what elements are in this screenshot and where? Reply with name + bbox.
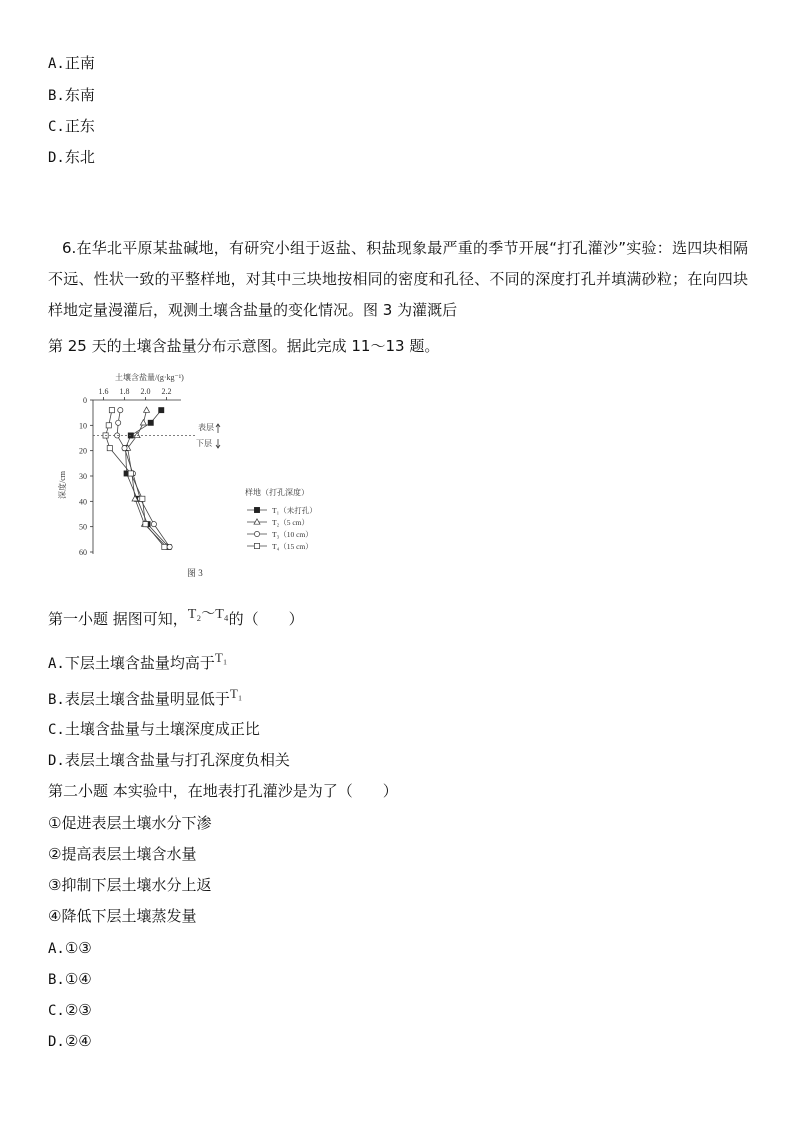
sub2-stem: 第二小题 本实验中，在地表打孔灌沙是为了（ ）	[48, 782, 398, 800]
sub1-option-c	[48, 719, 260, 740]
option-label: C.	[48, 722, 65, 738]
upper-layer-label: 表层	[198, 423, 214, 432]
data-point	[144, 407, 150, 412]
option-text: 东南	[64, 86, 95, 104]
chart-legend	[247, 505, 317, 551]
series-filled-square	[123, 408, 171, 550]
option-label: D.	[48, 1034, 65, 1050]
data-point	[254, 531, 259, 536]
option-label: C.	[48, 1003, 65, 1019]
series-triangle	[125, 407, 170, 549]
y-tick-label: 60	[79, 548, 87, 557]
legend-label: T₃（10 cm）	[272, 530, 313, 539]
sub2-item-3: ③抑制下层土壤水分上返	[48, 876, 212, 894]
stem-text: 第一小题 据图可知，	[48, 610, 188, 628]
prev-option-b	[48, 85, 95, 106]
sub1-stem	[48, 605, 304, 629]
data-point	[140, 496, 145, 501]
option-label: A.	[48, 941, 65, 957]
option-text: 下层土壤含盐量均高于	[64, 654, 215, 672]
option-text: ②③	[64, 1001, 92, 1019]
option-label: B.	[48, 972, 65, 988]
data-point	[254, 543, 259, 548]
prev-option-d	[48, 147, 95, 168]
x-tick-label: 2.0	[140, 387, 151, 396]
option-text: 土壤含盐量与土壤深度成正比	[64, 720, 260, 738]
option-text: 表层土壤含盐量明显低于	[64, 690, 230, 708]
data-point	[254, 519, 260, 524]
question-text: 在华北平原某盐碱地，有研究小组于返盐、积盐现象最严重的季节开展“打孔灌沙”实验：选四块相隔不远、性状一致的平整样地，对其中三块地按相同的密度和孔径、不同的深度打孔并填满砂粒；在向四块样地定量漫灌后，观测土壤含盐量的变化情况。图 3 为灌溉后	[48, 239, 748, 319]
data-point	[254, 507, 259, 512]
option-text: 正南	[64, 54, 95, 72]
data-point	[159, 408, 164, 413]
y-tick-label: 50	[79, 522, 87, 532]
question-6-body	[48, 233, 748, 326]
prev-option-c	[48, 116, 95, 137]
data-point	[140, 420, 146, 425]
data-point	[148, 420, 153, 425]
data-point	[151, 522, 156, 527]
t1-symbol: T₁	[214, 650, 228, 665]
x-tick-label: 1.6	[98, 387, 109, 396]
data-point	[106, 423, 111, 428]
sub2-option-c	[48, 1000, 92, 1021]
option-label: D.	[48, 150, 65, 166]
t1-symbol: T₁	[229, 686, 243, 701]
x-tick-label: 2.2	[161, 387, 172, 396]
option-label: B.	[48, 692, 65, 708]
sub1-option-b	[48, 684, 242, 710]
sub2-option-d	[48, 1031, 92, 1052]
data-point	[128, 471, 133, 476]
sub1-option-d	[48, 750, 290, 771]
data-point	[118, 408, 123, 413]
legend-label: T₄（15 cm）	[272, 542, 313, 551]
data-point	[143, 522, 148, 527]
sub2-option-b	[48, 969, 92, 990]
legend-title: 样地（打孔深度）	[245, 488, 309, 497]
lower-layer-label: 下层	[196, 439, 212, 448]
legend-label: T₁（未打孔）	[272, 506, 317, 515]
option-text: 表层土壤含盐量与打孔深度负相关	[64, 751, 290, 769]
y-tick-label: 0	[83, 396, 87, 405]
y-axis-title: 深度/cm	[58, 471, 67, 499]
data-point	[116, 420, 121, 425]
x-tick-label: 1.8	[119, 387, 130, 396]
sub2-item-4: ④降低下层土壤蒸发量	[48, 907, 197, 925]
data-point	[167, 544, 172, 549]
legend-label: T₂（5 cm）	[272, 518, 309, 527]
t-range-symbol: T₂～T₄	[187, 607, 229, 622]
option-label: B.	[48, 88, 65, 104]
question-number: 6.	[62, 239, 77, 257]
y-tick-label: 40	[79, 497, 87, 507]
layer-arrows	[216, 424, 220, 448]
sub1-option-a	[48, 648, 227, 674]
y-tick-label: 10	[79, 421, 87, 431]
option-label: D.	[48, 753, 65, 769]
option-text: ①③	[64, 939, 92, 957]
option-text: 正东	[64, 117, 95, 135]
option-text: ①④	[64, 970, 92, 988]
sub2-item-1: ①促进表层土壤水分下渗	[48, 814, 212, 832]
option-text: 东北	[64, 148, 95, 166]
series-layer	[103, 407, 172, 550]
data-point	[122, 446, 127, 451]
prev-option-a	[48, 53, 95, 74]
sub2-item-2: ②提高表层土壤含水量	[48, 845, 197, 863]
y-tick-label: 20	[79, 446, 87, 456]
sub2-option-a	[48, 938, 92, 959]
series-circle	[115, 408, 173, 550]
option-label: C.	[48, 119, 65, 135]
series-open-square	[103, 408, 167, 550]
x-axis-title: 土壤含盐量/(g·kg⁻¹)	[115, 373, 184, 382]
figure-caption: 图 3	[187, 568, 203, 578]
option-label: A.	[48, 56, 65, 72]
data-point	[109, 408, 114, 413]
y-tick-label: 30	[79, 472, 87, 481]
option-label: A.	[48, 656, 65, 672]
data-point	[107, 446, 112, 451]
stem-text-end: 的（ ）	[228, 610, 304, 628]
data-point	[162, 544, 167, 549]
option-text: ②④	[64, 1032, 92, 1050]
question-6-body-cont: 第 25 天的土壤含盐量分布示意图。据此完成 11～13 题。	[48, 337, 440, 355]
salinity-depth-chart	[55, 365, 345, 583]
